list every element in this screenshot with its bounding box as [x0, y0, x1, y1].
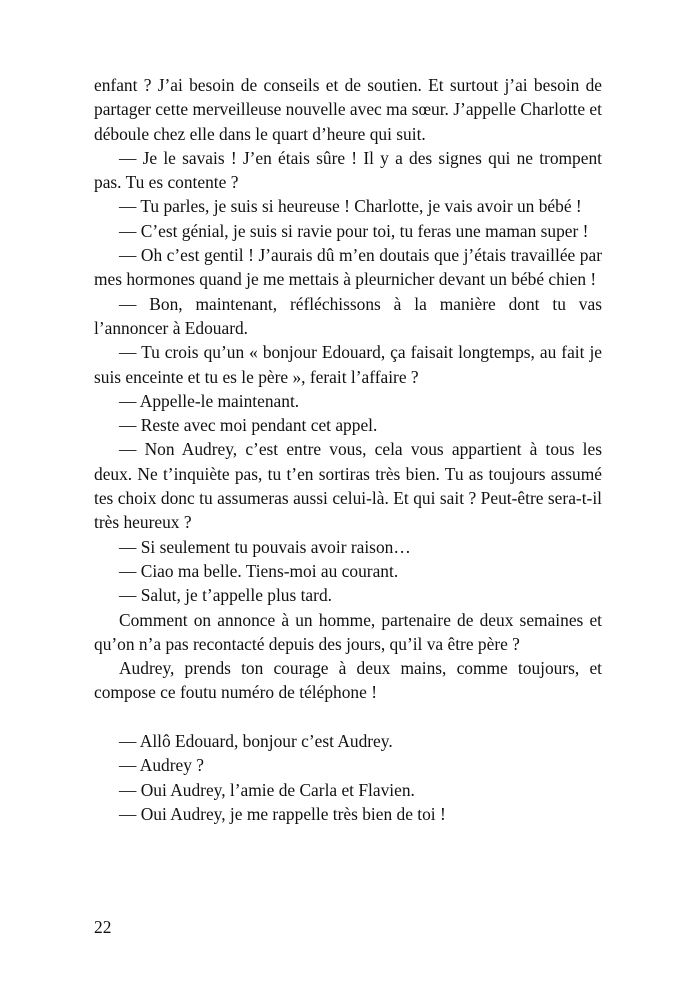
body-text [94, 73, 602, 826]
dialogue-line: — Je le savais ! J’en étais sûre ! Il y a des signes qui ne trompent pas. Tu es contente ? [94, 147, 602, 193]
page-number: 22 [94, 917, 112, 937]
dialogue-line: — Tu parles, je suis si heureuse ! Charlotte, je vais avoir un bébé ! [119, 196, 582, 217]
dialogue-line: — C’est génial, je suis si ravie pour toi, tu feras une maman super ! [119, 220, 589, 241]
dialogue-line: — Oui Audrey, je me rappelle très bien de toi ! [119, 803, 446, 824]
dialogue-line: — Salut, je t’appelle plus tard. [119, 585, 332, 606]
dialogue-line: — Appelle-le maintenant. [119, 390, 300, 411]
dialogue-line: — Ciao ma belle. Tiens-moi au courant. [119, 560, 399, 581]
dialogue-line: — Oui Audrey, l’amie de Carla et Flavien. [119, 779, 415, 800]
dialogue-line: — Si seulement tu pouvais avoir raison… [119, 536, 411, 557]
dialogue-line: — Bon, maintenant, réfléchissons à la manière dont tu vas l’annoncer à Edouard. [94, 293, 602, 338]
dialogue-line: — Reste avec moi pendant cet appel. [119, 415, 378, 436]
dialogue-line: — Oh c’est gentil ! J’aurais dû m’en doutais que j’étais travaillée par mes hormones quand je me mettais à pleurnicher devant un bébé chien ! [94, 245, 602, 290]
dialogue-line: — Audrey ? [119, 755, 204, 776]
dialogue-line: — Tu crois qu’un « bonjour Edouard, ça faisait longtemps, au fait je suis enceinte et tu es le père », ferait l’affaire ? [94, 342, 602, 387]
paragraph: enfant ? J’ai besoin de conseils et de soutien. Et surtout j’ai besoin de partager cette merveilleuse nouvelle avec ma sœur. J’appelle Charlotte et déboule chez elle dans le quart d’heure qui suit. [94, 75, 602, 144]
dialogue-line: — Non Audrey, c’est entre vous, cela vous appartient à tous les deux. Ne t’inquiète pas, tu t’en sortiras très bien. Tu as toujours assumé tes choix donc tu assumeras aussi celui-là. Et qui sait ? Peut-être sera-t-il très heureux ? [94, 439, 602, 533]
paragraph: Audrey, prends ton courage à deux mains, comme toujours, et compose ce foutu numéro de téléphone ! [94, 658, 602, 703]
dialogue-line: — Allô Edouard, bonjour c’est Audrey. [119, 731, 393, 752]
paragraph: Comment on annonce à un homme, partenaire de deux semaines et qu’on n’a pas recontacté depuis des jours, qu’il va être père ? [94, 609, 602, 654]
